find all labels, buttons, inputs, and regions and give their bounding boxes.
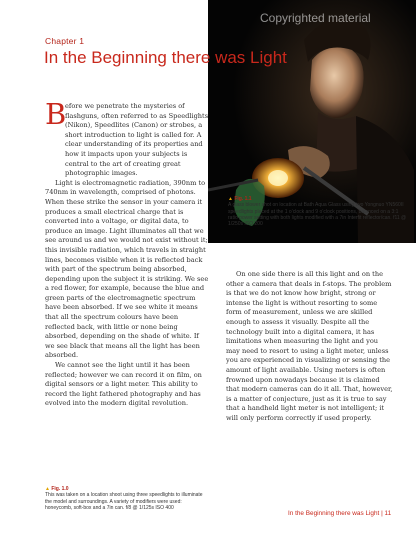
figure-number: Fig. 1.0: [51, 486, 69, 492]
left-text-column: [45, 97, 210, 409]
paragraph: We cannot see the light until it has been reflected; however we can record it on film, on digital sensors or a light meter. This ability to record the light fathered photography and has evolved into the modern digital revolution.: [45, 361, 202, 408]
copyright-watermark: Copyrighted material: [260, 11, 371, 25]
chapter-title: In the Beginning there was Light: [44, 48, 287, 67]
paragraph: Light is electromagnetic radiation, 390nm to 740nm in wavelength, comprised of photons. When these strike the sensor in your camera it produces a small electrical charge that is converted into a voltage, or digital data, to produce an image. Light illuminates all that we see around us and we would not exist without it; this invisible radiation, which travels in straight lines, becomes visible when it is reflected back with part of the spectrum being absorbed, depending upon the subject it is striking. We see a red flower, for example, because the blue and green parts of the electromagnetic spectrum have been absorbed. If we see white it means that all the spectrum colours have been reflected back, with little or none being absorbed, depending on the shade of white. If we see black that means all the light has been absorbed.: [45, 178, 209, 360]
page-footer: In the Beginning there was Light | 11: [288, 510, 392, 517]
caption-marker-icon: ▲: [45, 486, 52, 492]
chapter-label: Chapter 1: [45, 36, 85, 46]
drop-cap: B: [45, 97, 67, 131]
figure-caption-1-1: [228, 196, 408, 227]
figure-caption-1-0: [45, 486, 205, 511]
paragraph: efore we penetrate the mysteries of flashguns, often referred to as Speedlights (Nikon), Speedlites (Canon) or strobes, a short introduction to light is called for. A clear understanding of its properties and how it impacts upon your subjects is central to the art of creating great photographic images.: [65, 102, 209, 178]
caption-marker-icon: ▲: [228, 196, 235, 202]
caption-text: A glass blower shot on location at Bath Aqua Glass using two Yongnuo YN560II speedlights placed at the 1 o’clock and 9 o’clock positions, balanced on a 3:1 ratio power setting with both lights modified with a 7in Interfit reflector/can. f11 @ 1/250s ISO 200: [228, 202, 407, 228]
figure-number: Fig. 1.1: [234, 196, 252, 202]
caption-text: This was taken on a location shoot using three speedlights to illuminate the model and surroundings. A variety of modifiers were used: honeycomb, soft-box and a 7in can. f/8 @ 1/125s ISO 400: [45, 492, 203, 511]
right-text-column: [226, 270, 394, 424]
paragraph: On one side there is all this light and on the other a camera that deals in f-stops. The problem is that we do not know how bright, strong or intense the light is without resorting to some form of measurement, unless we are skilled enough to assess it visually. Despite all the technology built into a digital camera, it has limitations when measuring the light and you may need to resort to using a light meter, unless you are experienced in visualizing or sensing the amount of light available. Using meters is often frowned upon nowadays because it is claimed that modern cameras can do it all. That, however, is a matter of conjecture, just as it is true to say that a handheld light meter is not intelligent; it will only perform correctly if used properly.: [226, 270, 393, 422]
